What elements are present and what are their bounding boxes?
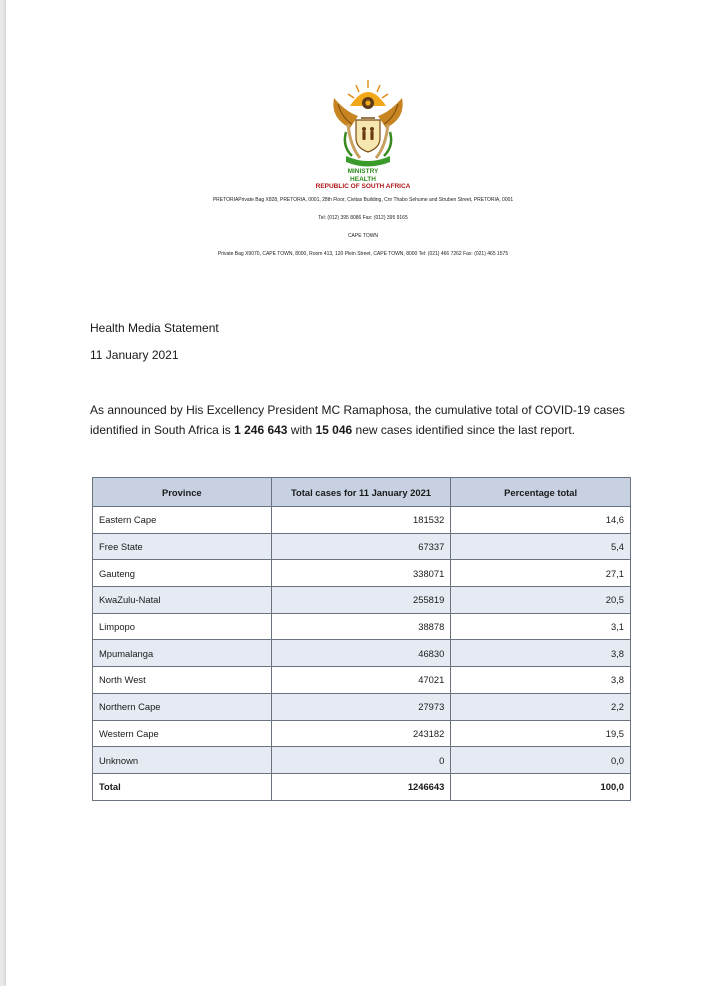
percentage-cell: 3,8 (451, 640, 631, 667)
province-cell: Free State (93, 533, 272, 560)
tel-pretoria: Tel: (012) 395 8086 Fax: (012) 395 9165 (318, 215, 408, 221)
para-text-1: As announced by His Excellency President MC Ramaphosa, the cumulative total of COVID-19 cases identified in South Africa is (90, 403, 625, 437)
cape-town-label: CAPE TOWN (347, 233, 379, 239)
province-cell: North West (93, 667, 272, 694)
cases-cell: 47021 (271, 667, 451, 694)
statement-paragraph (90, 401, 650, 440)
cases-cell: 27973 (271, 693, 451, 720)
province-cell: KwaZulu-Natal (93, 587, 272, 614)
header-percentage: Percentage total (451, 478, 631, 507)
cases-cell: 255819 (271, 587, 451, 614)
percentage-cell: 3,8 (451, 667, 631, 694)
table-row (93, 507, 631, 534)
cases-cell: 181532 (271, 507, 451, 534)
province-cell: Eastern Cape (93, 507, 272, 534)
cases-cell: 67337 (271, 533, 451, 560)
header-total-cases: Total cases for 11 January 2021 (271, 478, 451, 507)
para-text-3: new cases identified since the last report. (352, 422, 575, 437)
cases-cell: 338071 (271, 560, 451, 587)
ministry-line-2: HEALTH (350, 175, 376, 183)
total-cases-cell: 1246643 (271, 773, 451, 800)
header-province: Province (93, 478, 272, 507)
table-row (93, 533, 631, 560)
ministry-line-1: MINISTRY (347, 168, 379, 175)
percentage-cell: 0,0 (451, 747, 631, 774)
statement-date: 11 January 2021 (90, 348, 179, 362)
table-row (93, 720, 631, 747)
document-page (6, 0, 720, 986)
cases-cell: 243182 (271, 720, 451, 747)
cases-cell: 0 (271, 747, 451, 774)
cases-cell: 38878 (271, 613, 451, 640)
table-row (93, 667, 631, 694)
total-percentage-cell: 100,0 (451, 773, 631, 800)
province-cell: Mpumalanga (93, 640, 272, 667)
table-row (93, 640, 631, 667)
table-row (93, 613, 631, 640)
percentage-cell: 19,5 (451, 720, 631, 747)
table-row (93, 560, 631, 587)
percentage-cell: 20,5 (451, 587, 631, 614)
province-cell: Unknown (93, 747, 272, 774)
table-row (93, 693, 631, 720)
province-cell: Western Cape (93, 720, 272, 747)
address-cape-town: Private Bag X9070, CAPE TOWN, 8000, Room 413, 120 Plein Street, CAPE TOWN, 8000 Tel: (021) 466 7262 Fax: (021) 465 1575 (217, 251, 509, 257)
statement-heading: Health Media Statement (90, 321, 219, 335)
new-cases-figure: 15 046 (315, 422, 353, 437)
table-row (93, 587, 631, 614)
percentage-cell: 14,6 (451, 507, 631, 534)
ministry-line-3: REPUBLIC OF SOUTH AFRICA (315, 183, 411, 191)
percentage-cell: 3,1 (451, 613, 631, 640)
table-row (93, 747, 631, 774)
percentage-cell: 2,2 (451, 693, 631, 720)
table-header-row (93, 478, 631, 507)
province-cell: Limpopo (93, 613, 272, 640)
total-cases-figure: 1 246 643 (234, 422, 288, 437)
province-cases-table (92, 477, 631, 801)
percentage-cell: 27,1 (451, 560, 631, 587)
province-cell: Gauteng (93, 560, 272, 587)
address-pretoria: PRETORIAPrivate Bag X828, PRETORIA, 0001, 28th Floor, Civitas Building, Cnr Thabo Sehume and Struben Street, PRETORIA, 0001 (212, 197, 514, 203)
table-total-row (93, 773, 631, 800)
coat-of-arms-icon (328, 76, 408, 168)
province-cell: Northern Cape (93, 693, 272, 720)
ministry-name (6, 168, 720, 191)
total-label-cell: Total (93, 773, 272, 800)
para-text-2: with (287, 422, 316, 437)
percentage-cell: 5,4 (451, 533, 631, 560)
cases-cell: 46830 (271, 640, 451, 667)
